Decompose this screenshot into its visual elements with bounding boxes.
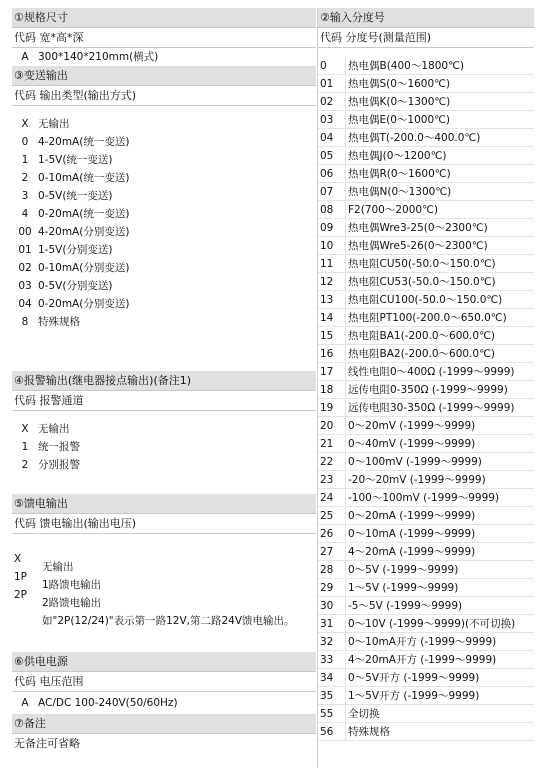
input-option-row [318, 399, 534, 417]
transmit-option-row [12, 151, 316, 169]
input-option-code: 14 [318, 309, 346, 326]
input-option-code: 33 [318, 651, 346, 668]
transmit-option-desc: 4-20mA(分别变送) [38, 226, 130, 238]
transmit-option-row [12, 277, 316, 295]
feed-option-desc: 无输出 [42, 561, 74, 573]
input-option-row [318, 579, 534, 597]
transmit-option-code: X [21, 118, 29, 130]
input-option-desc: 热电偶N(0～1300℃) [348, 186, 452, 198]
input-table [318, 57, 534, 741]
input-option-desc: 0～5V (-1999～9999) [348, 564, 459, 576]
transmit-option-code: 3 [21, 190, 29, 202]
input-option-row [318, 435, 534, 453]
input-option-row [318, 561, 534, 579]
input-option-row [318, 669, 534, 687]
input-option-code: 34 [318, 669, 346, 686]
input-option-row [318, 471, 534, 489]
transmit-option-desc: 0-10mA(统一变送) [38, 172, 130, 184]
input-option-row [318, 165, 534, 183]
input-option-code: 30 [318, 597, 346, 614]
input-option-row [318, 309, 534, 327]
input-option-code: 15 [318, 327, 346, 344]
transmit-option-desc: 无输出 [38, 118, 70, 130]
feed-option-desc: 1路馈电输出 [42, 579, 102, 591]
transmit-option-desc: 特殊规格 [38, 316, 80, 328]
input-option-row [318, 291, 534, 309]
transmit-option-desc: 4-20mA(统一变送) [38, 136, 130, 148]
input-option-desc: 0～40mV (-1999～9999) [348, 438, 476, 450]
transmit-option-code: 1 [21, 154, 29, 166]
alarm-option-desc: 分别报警 [38, 459, 80, 471]
input-option-code: 35 [318, 687, 346, 704]
input-option-row [318, 651, 534, 669]
input-option-code: 16 [318, 345, 346, 362]
transmit-option-row [12, 259, 316, 277]
input-option-code: 07 [318, 183, 346, 200]
input-option-row [318, 57, 534, 75]
input-option-row [318, 453, 534, 471]
input-option-desc: 热电偶Wre5-26(0～2300℃) [348, 240, 488, 252]
input-option-code: 01 [318, 75, 346, 92]
transmit-column-header: 代码 输出类型(输出方式) [12, 86, 316, 106]
input-option-desc: 热电阻BA1(-200.0～600.0℃) [348, 330, 495, 342]
input-option-desc: 热电偶B(400～1800℃) [348, 60, 464, 72]
alarm-option-code: 1 [21, 441, 29, 453]
input-option-desc: 0～10V (-1999～9999)(不可切换) [348, 618, 516, 630]
alarm-option-desc: 统一报警 [38, 441, 80, 453]
input-option-code: 56 [318, 723, 346, 740]
input-option-row [318, 129, 534, 147]
input-option-code: 23 [318, 471, 346, 488]
input-option-row [318, 273, 534, 291]
input-option-desc: 热电偶Wre3-25(0～2300℃) [348, 222, 488, 234]
input-option-code: 26 [318, 525, 346, 542]
transmit-section-title: ③变送输出 [12, 66, 316, 86]
feed-option-desc: 2路馈电输出 [42, 597, 102, 609]
input-option-row [318, 363, 534, 381]
alarm-column-header: 代码 报警通道 [12, 391, 316, 411]
transmit-option-row [12, 241, 316, 259]
input-option-code: 29 [318, 579, 346, 596]
transmit-option-desc: 0-20mA(分别变送) [38, 298, 130, 310]
transmit-option-row [12, 295, 316, 313]
transmit-option-row [12, 115, 316, 133]
input-option-row [318, 525, 534, 543]
power-section-title: ⑥供电电源 [12, 652, 316, 672]
size-option-code: A [21, 51, 29, 63]
input-option-desc: 1～5V (-1999～9999) [348, 582, 459, 594]
transmit-option-desc: 0-10mA(分别变送) [38, 262, 130, 274]
size-option-row [12, 48, 316, 66]
transmit-option-code: 00 [18, 226, 32, 238]
input-option-desc: 热电阻CU50(-50.0～150.0℃) [348, 258, 496, 270]
input-option-code: 17 [318, 363, 346, 380]
transmit-option-code: 8 [21, 316, 29, 328]
feed-codes [14, 550, 40, 604]
input-option-desc: -20～20mV (-1999～9999) [348, 474, 486, 486]
feed-section-title: ⑤馈电输出 [12, 494, 316, 514]
input-option-row [318, 111, 534, 129]
input-option-desc: 0～100mV (-1999～9999) [348, 456, 482, 468]
input-option-row [318, 615, 534, 633]
input-option-row [318, 147, 534, 165]
input-option-desc: 0～20mV (-1999～9999) [348, 420, 476, 432]
input-option-row [318, 237, 534, 255]
input-option-row [318, 327, 534, 345]
input-option-desc: -100～100mV (-1999～9999) [348, 492, 500, 504]
remark-section-title: ⑦备注 [12, 714, 316, 734]
input-option-code: 08 [318, 201, 346, 218]
input-option-code: 11 [318, 255, 346, 272]
input-option-code: 09 [318, 219, 346, 236]
feed-option-code: 1P [14, 571, 28, 583]
input-option-row [318, 723, 534, 741]
power-option-desc: AC/DC 100-240V(50/60Hz) [38, 697, 178, 709]
alarm-option-code: X [21, 423, 29, 435]
input-option-desc: 热电阻BA2(-200.0～600.0℃) [348, 348, 495, 360]
size-column-header: 代码 宽*高*深 [12, 28, 316, 48]
input-option-desc: F2(700～2000℃) [348, 204, 438, 216]
feed-option-code: X [14, 553, 22, 565]
input-option-code: 21 [318, 435, 346, 452]
size-options [12, 48, 316, 66]
input-option-desc: 远传电阻0-350Ω (-1999～9999) [348, 384, 508, 396]
input-option-desc: 0～10mA (-1999～9999) [348, 528, 476, 540]
transmit-option-row [12, 133, 316, 151]
power-option-row [12, 694, 316, 712]
input-option-desc: 热电阻CU53(-50.0～150.0℃) [348, 276, 496, 288]
feed-column-header: 代码 馈电输出(输出电压) [12, 514, 316, 534]
input-option-row [318, 705, 534, 723]
transmit-option-row [12, 169, 316, 187]
input-option-row [318, 255, 534, 273]
input-option-desc: 1～5V开方 (-1999～9999) [348, 690, 480, 702]
input-option-row [318, 417, 534, 435]
input-option-code: 05 [318, 147, 346, 164]
size-section-title: ①规格尺寸 [12, 8, 316, 28]
transmit-option-code: 01 [18, 244, 32, 256]
input-option-row [318, 633, 534, 651]
input-option-code: 12 [318, 273, 346, 290]
input-option-row [318, 507, 534, 525]
input-option-desc: 热电偶R(0～1600℃) [348, 168, 451, 180]
input-option-row [318, 489, 534, 507]
input-option-code: 19 [318, 399, 346, 416]
power-options [12, 692, 316, 712]
power-option-code: A [21, 697, 29, 709]
input-option-row [318, 543, 534, 561]
transmit-option-desc: 1-5V(分别变送) [38, 244, 113, 256]
alarm-section-title: ④报警输出(继电器接点输出)(备注1) [12, 371, 316, 391]
input-option-desc: 热电阻PT100(-200.0～650.0℃) [348, 312, 507, 324]
input-option-desc: 4～20mA (-1999～9999) [348, 546, 476, 558]
right-column [318, 8, 534, 741]
input-option-row [318, 345, 534, 363]
feed-option-code: 2P [14, 589, 28, 601]
alarm-option-row [12, 420, 316, 438]
input-option-desc: 热电偶K(0～1300℃) [348, 96, 451, 108]
transmit-option-code: 04 [18, 298, 32, 310]
input-option-row [318, 687, 534, 705]
input-option-code: 03 [318, 111, 346, 128]
input-option-code: 02 [318, 93, 346, 110]
input-section-title: ②输入分度号 [318, 8, 534, 28]
transmit-option-row [12, 223, 316, 241]
input-option-desc: 0～5V开方 (-1999～9999) [348, 672, 480, 684]
alarm-option-code: 2 [21, 459, 29, 471]
transmit-option-code: 2 [21, 172, 29, 184]
input-option-desc: 0～10mA开方 (-1999～9999) [348, 636, 497, 648]
transmit-option-desc: 1-5V(统一变送) [38, 154, 113, 166]
input-option-desc: 热电偶J(0～1200℃) [348, 150, 447, 162]
remark-text: 无备注可省略 [14, 737, 80, 750]
input-option-code: 04 [318, 129, 346, 146]
alarm-option-desc: 无输出 [38, 423, 70, 435]
input-option-code: 27 [318, 543, 346, 560]
input-option-code: 32 [318, 633, 346, 650]
left-column [12, 8, 316, 754]
input-option-desc: -5～5V (-1999～9999) [348, 600, 463, 612]
transmit-options [12, 115, 316, 331]
input-option-row [318, 183, 534, 201]
input-option-desc: 全切换 [348, 708, 380, 720]
input-option-desc: 热电阻CU100(-50.0～150.0℃) [348, 294, 503, 306]
power-column-header: 代码 电压范围 [12, 672, 316, 692]
input-option-row [318, 93, 534, 111]
input-option-code: 24 [318, 489, 346, 506]
input-option-desc: 热电偶E(0～1000℃) [348, 114, 451, 126]
input-option-row [318, 201, 534, 219]
transmit-option-code: 4 [21, 208, 29, 220]
input-option-row [318, 381, 534, 399]
feed-option-desc: 如"2P(12/24)"表示第一路12V,第二路24V馈电输出。 [42, 615, 295, 627]
input-option-code: 0 [318, 57, 346, 74]
feed-options [12, 534, 316, 640]
input-option-code: 25 [318, 507, 346, 524]
transmit-option-code: 0 [21, 136, 29, 148]
input-option-row [318, 219, 534, 237]
size-option-desc: 300*140*210mm(横式) [38, 51, 159, 63]
input-option-code: 06 [318, 165, 346, 182]
input-option-code: 20 [318, 417, 346, 434]
input-option-code: 18 [318, 381, 346, 398]
transmit-option-code: 02 [18, 262, 32, 274]
input-option-code: 22 [318, 453, 346, 470]
input-option-row [318, 597, 534, 615]
alarm-options [12, 420, 316, 474]
input-option-row [318, 75, 534, 93]
input-option-desc: 4～20mA开方 (-1999～9999) [348, 654, 497, 666]
transmit-option-row [12, 187, 316, 205]
transmit-option-desc: 0-5V(统一变送) [38, 190, 113, 202]
feed-descriptions [42, 558, 295, 630]
input-option-desc: 特殊规格 [348, 726, 390, 738]
transmit-option-desc: 0-5V(分别变送) [38, 280, 113, 292]
transmit-option-row [12, 205, 316, 223]
input-column-header: 代码 分度号(测量范围) [318, 28, 534, 48]
input-option-desc: 线性电阻0～400Ω (-1999～9999) [348, 366, 515, 378]
input-option-desc: 远传电阻30-350Ω (-1999～9999) [348, 402, 515, 414]
input-option-code: 28 [318, 561, 346, 578]
transmit-option-desc: 0-20mA(统一变送) [38, 208, 130, 220]
input-option-code: 31 [318, 615, 346, 632]
input-option-desc: 0～20mA (-1999～9999) [348, 510, 476, 522]
input-option-desc: 热电偶S(0～1600℃) [348, 78, 451, 90]
input-option-code: 55 [318, 705, 346, 722]
alarm-option-row [12, 438, 316, 456]
input-option-code: 13 [318, 291, 346, 308]
transmit-option-code: 03 [18, 280, 32, 292]
alarm-option-row [12, 456, 316, 474]
input-option-desc: 热电偶T(-200.0～400.0℃) [348, 132, 481, 144]
transmit-option-row [12, 313, 316, 331]
input-option-code: 10 [318, 237, 346, 254]
